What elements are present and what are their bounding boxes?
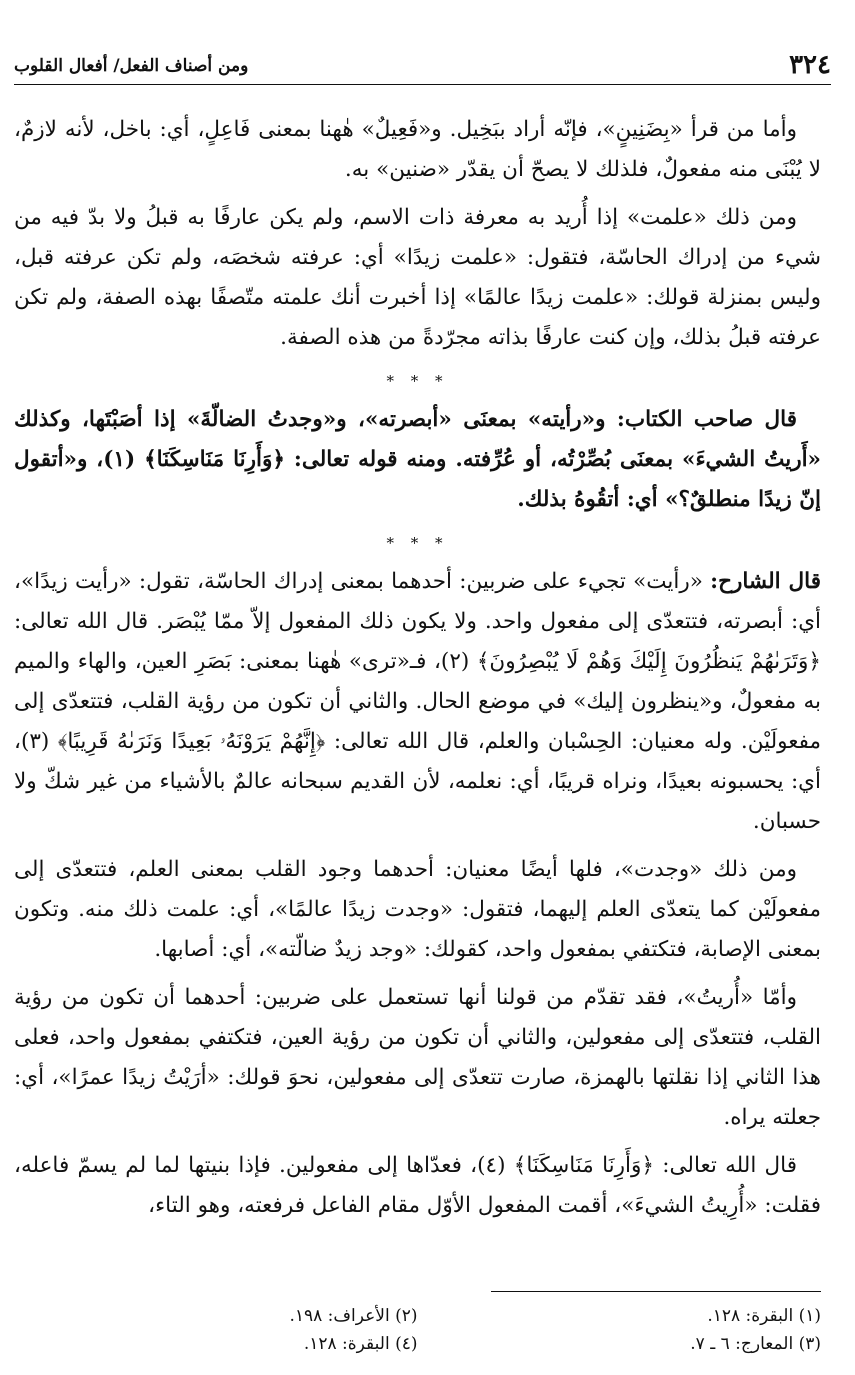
paragraph-quote-author: قال صاحب الكتاب: و«رأيته» بمعنَى «أبصرته»، و«وجدتُ الضالّةَ» إذا أصَبْتَها، وكذلك «أَريتُ الشيءَ» بمعنَى بُصِّرْتُه، أو عُرِّفته. ومنه قوله تعالى: ﴿وَأَرِنَا مَنَاسِكَنَا﴾ (١)، و«أتقول إنّ زيدًا منطلقٌ؟» أي: أتقُوهُ بذلك. xyxy=(14,407,821,512)
commentary-text: «رأيت» تجيء على ضربين: أحدهما بمعنى إدراك الحاسّة، تقول: «رأيت زيدًا»، أي: أبصرته، فتتعدّى إلى مفعول واحد. ولا يكون ذلك المفعول إلاّ ممّا يُبْصَر. قال الله تعالى: ﴿وَتَرَىٰهُمْ يَنظُرُونَ إِلَيْكَ وَهُمْ لَا يُبْصِرُونَ﴾ (٢)، فـ«ترى» هٰهنا بمعنى: بَصَرِ العين، والهاء والميم به مفعولٌ، و«ينظرون إليك» في موضع الحال. والثاني أن تكون من رؤية القلب، فتتعدّى إلى مفعولَيْن. وله معنيان: الحِسْبان والعلم، قال الله تعالى: ﴿إِنَّهُمْ يَرَوْنَهُۥ بَعِيدًا وَنَرَىٰهُ قَرِيبًا﴾ (٣)، أي: يحسبونه بعيدًا، ونراه قريبًا، أي: نعلمه، لأن القديم سبحانه عالمٌ بالأشياء من غير شكّ ولا حسبان. xyxy=(14,569,821,834)
paragraph-6: وأمّا «أُريتُ»، فقد تقدّم من قولنا أنها تستعمل على ضربين: أحدهما أن تكون من رؤية القلب، فتتعدّى إلى مفعولين، والثاني أن تكون من رؤية العين، فتكتفي بمفعول واحد، فعلى هذا الثاني إذا نقلتها بالهمزة، صارت تتعدّى إلى مفعولين، نحوَ قولك: «أرَيْتُ زيدًا عمرًا»، أي: جعلته يراه. xyxy=(14,985,821,1130)
footnote-row xyxy=(14,1330,821,1358)
footnote-4: (٤) البقرة: ١٢٨. xyxy=(303,1334,418,1354)
footnotes xyxy=(14,1302,821,1358)
footnote-row xyxy=(14,1302,821,1330)
footnote-rule xyxy=(491,1291,821,1292)
paragraph-5: ومن ذلك «وجدت»، فلها أيضًا معنيان: أحدهما وجود القلب بمعنى العلم، فتتعدّى إلى مفعولَيْن كما يتعدّى العلم إليهما، فتقول: «وجدت زيدًا عالمًا»، أي: علمت ذلك منه. وتكون بمعنى الإصابة، فتكتفي بمفعول واحد، كقولك: «وجد زيدٌ ضالّته»، أي: أصابها. xyxy=(14,857,821,962)
page-header xyxy=(14,50,831,85)
footnote-1: (١) البقرة: ١٢٨. xyxy=(707,1306,821,1326)
footnote-2: (٢) الأعراف: ١٩٨. xyxy=(289,1306,418,1326)
footnote-3: (٣) المعارج: ٦ ـ ٧. xyxy=(690,1334,821,1354)
page-number: ٣٢٤ xyxy=(789,50,831,80)
running-title: ومن أصناف الفعل/ أفعال القلوب xyxy=(14,56,249,76)
paragraph-1: وأما من قرأ «بِضَنِينٍ»، فإنّه أراد ببَخِيل. و«فَعِيلٌ» هٰهنا بمعنى فَاعِلٍ، أي: باخل، لأنه لازمٌ، لا يُبْنَى منه مفعولٌ، فلذلك لا يصحّ أن يقدّر «ضنين» به. xyxy=(14,117,821,182)
paragraph-commentary xyxy=(14,562,821,842)
body-text xyxy=(14,110,821,1234)
commentator-label: قال الشارح: xyxy=(710,569,821,594)
section-separator: * * * xyxy=(386,534,449,552)
paragraph-2: ومن ذلك «علمت» إذا أُريد به معرفة ذات الاسم، ولم يكن عارفًا به قبلُ ولا بدّ فيه من شيء من إدراك الحاسّة، فتقول: «علمت زيدًا» أي: عرفته شخصَه، ولم تكن عرفته قبل، وليس بمنزلة قولك: «علمت زيدًا عالمًا» إذا أخبرت أنك علمته متّصفًا بهذه الصفة، ولم تكن عرفته قبلُ بذلك، وإن كنت عارفًا بذاته مجرّدةً من هذه الصفة. xyxy=(14,205,821,350)
section-separator: * * * xyxy=(386,372,449,390)
paragraph-7: قال الله تعالى: ﴿وَأَرِنَا مَنَاسِكَنَا﴾ (٤)، فعدّاها إلى مفعولين. فإذا بنيتها لما لم يسمّ فاعله، فقلت: «أُرِيتُ الشيءَ»، أقمت المفعول الأوّل مقام الفاعل فرفعته، وهو التاء، xyxy=(14,1153,821,1218)
